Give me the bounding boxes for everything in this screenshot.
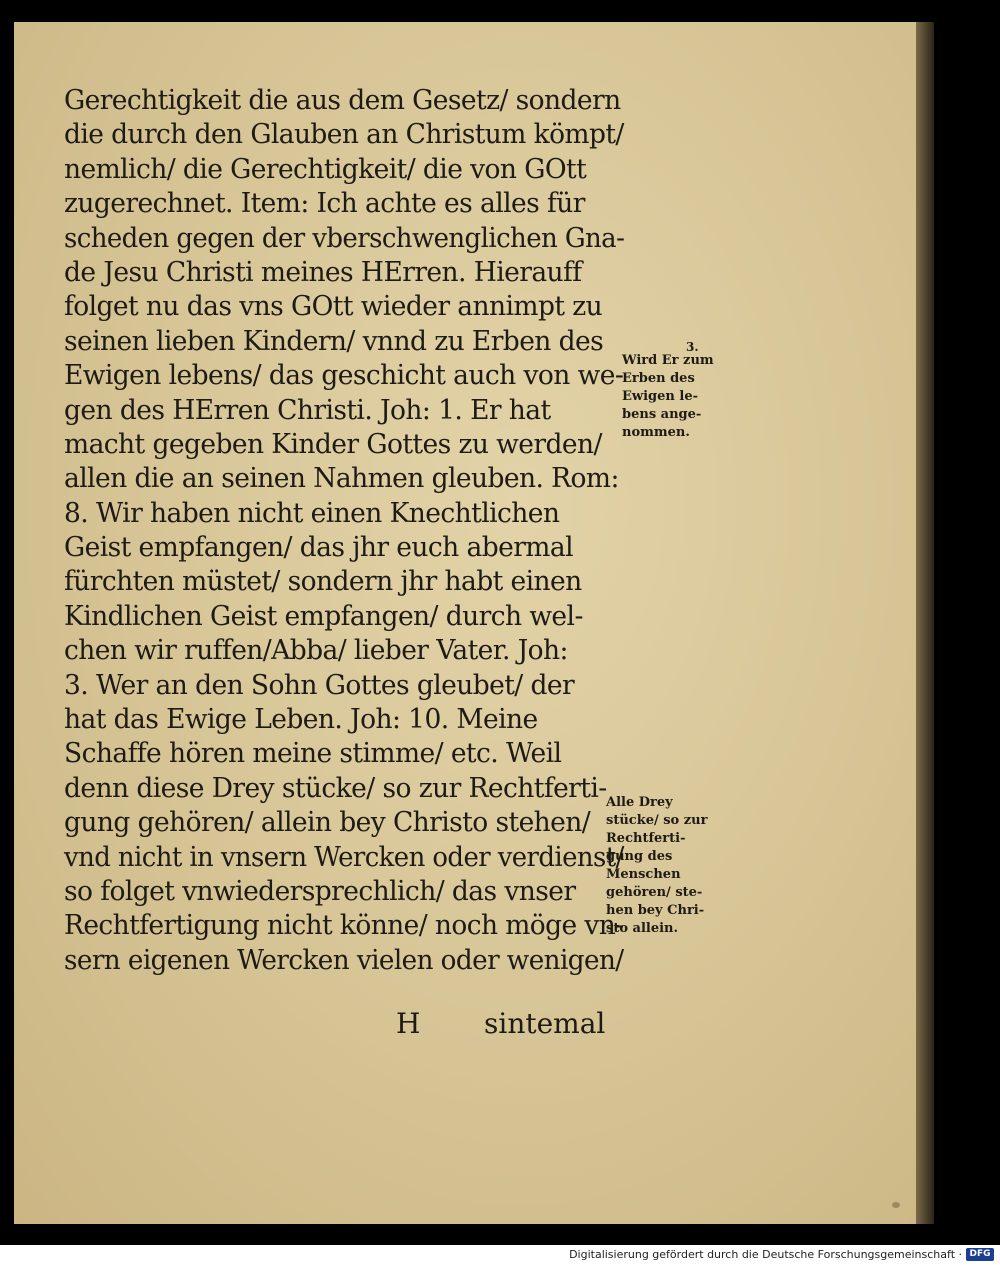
margin-note-adoption bbox=[622, 342, 772, 442]
text-line: die durch den Glauben an Christum kömpt/ bbox=[64, 119, 624, 151]
margin-note-line: nommen. bbox=[622, 425, 690, 440]
text-line: allen die an seinen Nahmen gleuben. Rom: bbox=[64, 463, 619, 495]
book-page bbox=[14, 22, 930, 1224]
margin-note-line: sto allein. bbox=[606, 921, 679, 936]
text-line: 8. Wir haben nicht einen Knechtlichen bbox=[64, 497, 560, 529]
text-line: sern eigenen Wercken vielen oder wenigen/ bbox=[64, 944, 624, 976]
text-line: zugerechnet. Item: Ich achte es alles für bbox=[64, 188, 585, 220]
signature-mark: H bbox=[396, 1007, 421, 1040]
text-line: seinen lieben Kindern/ vnnd zu Erben des bbox=[64, 325, 604, 357]
text-line: Schaffe hören meine stimme/ etc. Weil bbox=[64, 738, 562, 770]
text-line: nemlich/ die Gerechtigkeit/ die von GOtt bbox=[64, 153, 587, 185]
text-line: Gerechtigkeit die aus dem Gesetz/ sondern bbox=[64, 85, 621, 116]
text-line: hat das Ewige Leben. Joh: 10. Meine bbox=[64, 704, 538, 736]
text-line: scheden gegen der vberschwenglichen Gna- bbox=[64, 222, 625, 254]
catchword: sintemal bbox=[484, 1007, 606, 1040]
margin-note-line: Ewigen le- bbox=[622, 389, 698, 404]
margin-note-line: gung des bbox=[606, 849, 673, 864]
margin-note-line: Wird Er zum bbox=[622, 353, 714, 368]
page-footer-line bbox=[14, 1007, 930, 1047]
text-line: vnd nicht in vnsern Wercken oder verdienst/ bbox=[64, 841, 624, 873]
text-line: gung gehören/ allein bey Christo stehen/ bbox=[64, 807, 591, 839]
text-line: folget nu das vns GOtt wieder annimpt zu bbox=[64, 291, 603, 323]
text-line: 3. Wer an den Sohn Gottes gleubet/ der bbox=[64, 669, 575, 701]
digitization-footer bbox=[0, 1245, 1000, 1265]
margin-note-line: hen bey Chri- bbox=[606, 903, 705, 918]
text-line: Rechtfertigung nicht könne/ noch möge vn- bbox=[64, 910, 624, 942]
page-edge-shadow bbox=[916, 22, 934, 1224]
margin-note-line: Erben des bbox=[622, 371, 695, 386]
text-line: chen wir ruffen/Abba/ lieber Vater. Joh: bbox=[64, 635, 568, 667]
margin-note-line: gehören/ ste- bbox=[606, 885, 703, 900]
text-line: gen des HErren Christi. Joh: 1. Er hat bbox=[64, 394, 551, 426]
dfg-logo: DFG bbox=[966, 1248, 994, 1261]
text-line: de Jesu Christi meines HErren. Hierauff bbox=[64, 256, 582, 288]
text-line: macht gegeben Kinder Gottes zu werden/ bbox=[64, 428, 602, 460]
margin-note-line: stücke/ so zur bbox=[606, 813, 708, 828]
main-text-block bbox=[64, 84, 634, 978]
text-line: so folget vnwiedersprechlich/ das vnser bbox=[64, 875, 576, 907]
margin-note-line: bens ange- bbox=[622, 407, 702, 422]
text-line: fürchten müstet/ sondern jhr habt einen bbox=[64, 566, 582, 598]
text-line: Geist empfangen/ das jhr euch abermal bbox=[64, 532, 573, 564]
text-line: Ewigen lebens/ das geschicht auch von we- bbox=[64, 360, 624, 392]
paper-blemish bbox=[892, 1202, 900, 1208]
margin-note-number: 3. bbox=[686, 340, 699, 354]
margin-note-justification bbox=[606, 794, 756, 938]
margin-note-line: Alle Drey bbox=[606, 795, 673, 810]
margin-note-line: Rechtferti- bbox=[606, 831, 686, 846]
text-line: Kindlichen Geist empfangen/ durch wel- bbox=[64, 600, 583, 632]
margin-note-line: Menschen bbox=[606, 867, 681, 882]
funding-credit: Digitalisierung gefördert durch die Deutsche Forschungsgemeinschaft · bbox=[569, 1248, 962, 1261]
text-line: denn diese Drey stücke/ so zur Rechtferti- bbox=[64, 772, 607, 804]
